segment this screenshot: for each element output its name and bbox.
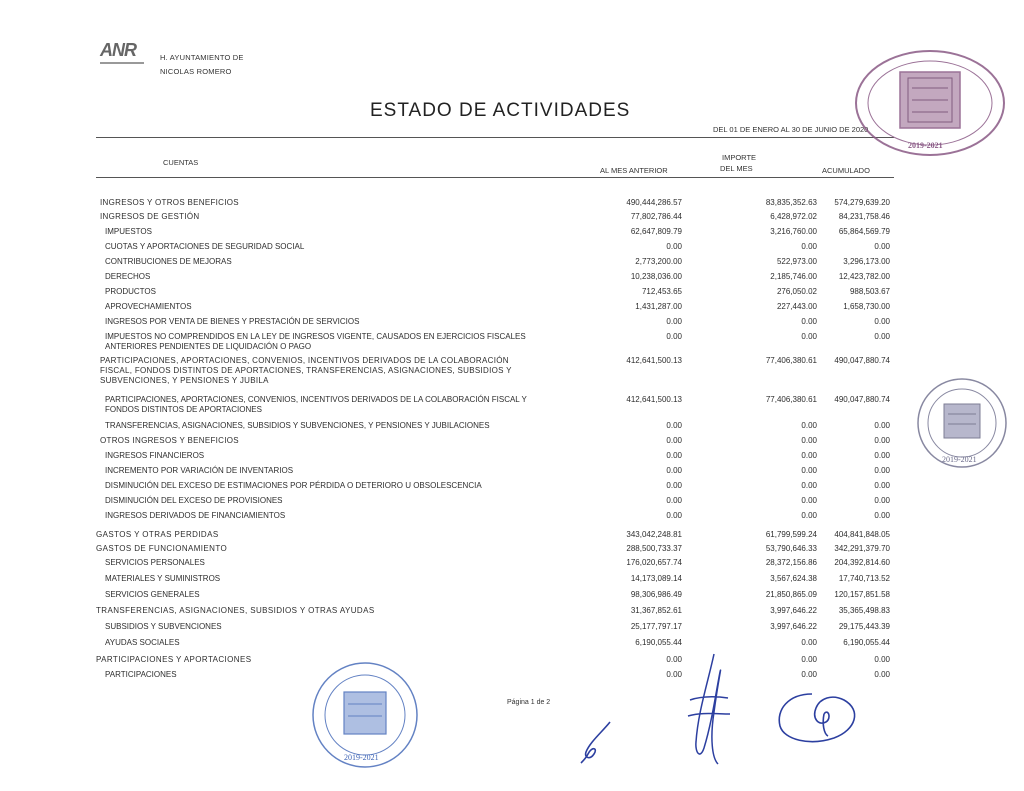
account-label: INGRESOS POR VENTA DE BIENES Y PRESTACIÓN DE SERVICIOS (105, 317, 360, 326)
accumulated-value: 3,296,173.00 (843, 257, 890, 266)
prior-month-value: 10,238,036.00 (630, 272, 682, 281)
month-value: 0.00 (801, 670, 817, 679)
account-label: CONTRIBUCIONES DE MEJORAS (105, 257, 232, 266)
accumulated-value: 0.00 (874, 496, 890, 505)
account-label: INCREMENTO POR VARIACIÓN DE INVENTARIOS (105, 466, 294, 475)
month-value: 53,790,646.33 (765, 544, 817, 553)
prior-month-value: 0.00 (666, 466, 682, 475)
prior-month-value: 0.00 (666, 496, 682, 505)
month-value: 0.00 (801, 496, 817, 505)
prior-month-value: 176,020,657.74 (626, 558, 682, 567)
month-value: 77,406,380.61 (765, 356, 817, 365)
accumulated-value: 0.00 (874, 242, 890, 251)
account-label: SUBSIDIOS Y SUBVENCIONES (105, 622, 222, 631)
secretaria-stamp-years: 2019-2021 (344, 753, 379, 762)
month-value: 0.00 (801, 655, 817, 664)
prior-month-value: 0.00 (666, 242, 682, 251)
month-value: 3,997,646.22 (770, 606, 817, 615)
presidencia-stamp (852, 48, 1012, 158)
prior-month-value: 25,177,797.17 (630, 622, 682, 631)
account-label: APROVECHAMIENTOS (105, 302, 192, 311)
month-value: 0.00 (801, 451, 817, 460)
accumulated-value: 0.00 (874, 481, 890, 490)
report-period: DEL 01 DE ENERO AL 30 DE JUNIO DE 2020 (713, 125, 869, 134)
account-label: PARTICIPACIONES, APORTACIONES, CONVENIOS, INCENTIVOS DERIVADOS DE LA COLABORACIÓN FISCAL, FONDOS DISTINTOS DE APORTACIONES, TRANSFERENCIAS, ASIGNACIONES, SUBSIDIOS Y SUBVENCIONES, Y PENSIONES Y JUBILA (100, 356, 512, 385)
accumulated-value: 988,503.67 (849, 287, 890, 296)
month-value: 3,216,760.00 (770, 227, 817, 236)
account-label: SERVICIOS GENERALES (105, 590, 200, 599)
col-head-cuentas: CUENTAS (163, 158, 199, 167)
account-label: TRANSFERENCIAS, ASIGNACIONES, SUBSIDIOS Y SUBVENCIONES, Y PENSIONES Y JUBILACIONES (105, 421, 490, 430)
page-title: ESTADO DE ACTIVIDADES (370, 100, 631, 121)
month-value: 276,050.02 (776, 287, 817, 296)
account-label: GASTOS DE FUNCIONAMIENTO (96, 544, 228, 553)
org-name-line1: H. AYUNTAMIENTO DE (160, 53, 244, 62)
prior-month-value: 62,647,809.79 (630, 227, 682, 236)
month-value: 21,850,865.09 (765, 590, 817, 599)
account-label: DERECHOS (105, 272, 151, 281)
accumulated-value: 1,658,730.00 (843, 302, 890, 311)
prior-month-value: 412,641,500.13 (626, 395, 682, 404)
account-label: MATERIALES Y SUMINISTROS (105, 574, 221, 583)
account-label: PRODUCTOS (105, 287, 156, 296)
account-label: CUOTAS Y APORTACIONES DE SEGURIDAD SOCIAL (105, 242, 305, 251)
secretaria-seal-icon (313, 663, 417, 767)
account-label: OTROS INGRESOS Y BENEFICIOS (100, 436, 239, 445)
prior-month-value: 343,042,248.81 (626, 530, 682, 539)
col-head-acumulado: ACUMULADO (822, 166, 870, 175)
col-head-anterior: AL MES ANTERIOR (600, 166, 668, 175)
accumulated-value: 12,423,782.00 (838, 272, 890, 281)
accumulated-value: 0.00 (874, 317, 890, 326)
accumulated-value: 35,365,498.83 (838, 606, 890, 615)
logo-text: ANR (100, 40, 136, 60)
account-label: SERVICIOS PERSONALES (105, 558, 205, 567)
month-value: 0.00 (801, 481, 817, 490)
prior-month-value: 6,190,055.44 (635, 638, 682, 647)
account-label: DISMINUCIÓN DEL EXCESO DE ESTIMACIONES POR PÉRDIDA O DETERIORO U OBSOLESCENCIA (105, 481, 482, 490)
prior-month-value: 0.00 (666, 511, 682, 520)
accumulated-value: 65,864,569.79 (838, 227, 890, 236)
month-value: 0.00 (801, 332, 817, 341)
prior-month-value: 1,431,287.00 (635, 302, 682, 311)
accumulated-value: 0.00 (874, 670, 890, 679)
month-value: 3,997,646.22 (770, 622, 817, 631)
col-head-mes: DEL MES (720, 164, 753, 173)
month-value: 3,567,624.38 (770, 574, 817, 583)
accumulated-value: 0.00 (874, 451, 890, 460)
col-head-importe: IMPORTE (722, 153, 757, 162)
secretaria-stamp (310, 660, 420, 770)
prior-month-value: 0.00 (666, 317, 682, 326)
header-rule-top (96, 137, 894, 138)
accumulated-value: 84,231,758.46 (838, 212, 890, 221)
account-label: PARTICIPACIONES (105, 670, 177, 679)
prior-month-value: 0.00 (666, 421, 682, 430)
prior-month-value: 490,444,286.57 (626, 198, 682, 207)
accumulated-value: 29,175,443.39 (838, 622, 890, 631)
accumulated-value: 204,392,814.60 (834, 558, 890, 567)
month-value: 77,406,380.61 (765, 395, 817, 404)
prior-month-value: 412,641,500.13 (626, 356, 682, 365)
account-label: TRANSFERENCIAS, ASIGNACIONES, SUBSIDIOS Y OTRAS AYUDAS (96, 606, 375, 615)
tesoreria-seal-icon (918, 379, 1006, 467)
org-name-line2: NICOLAS ROMERO (160, 67, 232, 76)
accumulated-value: 0.00 (874, 466, 890, 475)
month-value: 0.00 (801, 466, 817, 475)
signature-3-icon (770, 686, 866, 750)
accumulated-value: 0.00 (874, 332, 890, 341)
prior-month-value: 0.00 (666, 436, 682, 445)
month-value: 83,835,352.63 (765, 198, 817, 207)
accumulated-value: 574,279,639.20 (834, 198, 890, 207)
accumulated-value: 0.00 (874, 511, 890, 520)
accumulated-value: 0.00 (874, 421, 890, 430)
account-label: INGRESOS FINANCIEROS (105, 451, 205, 460)
month-value: 0.00 (801, 421, 817, 430)
account-label: PARTICIPACIONES, APORTACIONES, CONVENIOS, INCENTIVOS DERIVADOS DE LA COLABORACIÓN FISCAL Y FONDOS DISTINTOS DE APORTACIONES (105, 395, 527, 414)
accumulated-value: 120,157,851.58 (834, 590, 890, 599)
tesoreria-stamp (912, 378, 1012, 472)
account-label: GASTOS Y OTRAS PERDIDAS (96, 530, 219, 539)
month-value: 0.00 (801, 511, 817, 520)
header-rule-bottom (96, 177, 894, 178)
month-value: 61,799,599.24 (765, 530, 817, 539)
account-label: DISMINUCIÓN DEL EXCESO DE PROVISIONES (105, 496, 283, 505)
account-label: INGRESOS DERIVADOS DE FINANCIAMIENTOS (105, 511, 286, 520)
month-value: 522,973.00 (776, 257, 817, 266)
prior-month-value: 288,500,733.37 (626, 544, 682, 553)
account-label: INGRESOS Y OTROS BENEFICIOS (100, 198, 239, 207)
prior-month-value: 14,173,089.14 (630, 574, 682, 583)
accumulated-value: 0.00 (874, 436, 890, 445)
tesoreria-stamp-years: 2019-2021 (942, 455, 977, 464)
month-value: 0.00 (801, 242, 817, 251)
page-number: Página 1 de 2 (507, 699, 551, 706)
accumulated-value: 17,740,713.52 (838, 574, 890, 583)
account-label: AYUDAS SOCIALES (105, 638, 180, 647)
prior-month-value: 712,453.65 (641, 287, 682, 296)
accumulated-value: 342,291,379.70 (834, 544, 890, 553)
prior-month-value: 77,802,786.44 (630, 212, 682, 221)
account-label: IMPUESTOS NO COMPRENDIDOS EN LA LEY DE INGRESOS VIGENTE, CAUSADOS EN EJERCICIOS FISCALES ANTERIORES PENDIENTES DE LIQUIDACIÓN O PAGO (105, 332, 526, 351)
accumulated-value: 490,047,880.74 (834, 395, 890, 404)
month-value: 0.00 (801, 317, 817, 326)
prior-month-value: 0.00 (666, 451, 682, 460)
signature-2-icon (684, 652, 734, 770)
signature-1-icon (580, 718, 616, 764)
prior-month-value: 0.00 (666, 332, 682, 341)
anr-logo (100, 40, 150, 70)
month-value: 0.00 (801, 436, 817, 445)
month-value: 0.00 (801, 638, 817, 647)
prior-month-value: 2,773,200.00 (635, 257, 682, 266)
prior-month-value: 98,306,986.49 (630, 590, 682, 599)
presidencia-stamp-years: 2019-2021 (908, 141, 943, 150)
accumulated-value: 490,047,880.74 (834, 356, 890, 365)
prior-month-value: 0.00 (666, 670, 682, 679)
month-value: 2,185,746.00 (770, 272, 817, 281)
prior-month-value: 0.00 (666, 481, 682, 490)
account-label: PARTICIPACIONES Y APORTACIONES (96, 655, 252, 664)
accumulated-value: 0.00 (874, 655, 890, 664)
prior-month-value: 31,367,852.61 (630, 606, 682, 615)
logo-underline (100, 62, 144, 64)
account-label: IMPUESTOS (105, 227, 152, 236)
month-value: 28,372,156.86 (765, 558, 817, 567)
prior-month-value: 0.00 (666, 655, 682, 664)
month-value: 6,428,972.02 (770, 212, 817, 221)
account-label: INGRESOS DE GESTIÓN (100, 212, 200, 221)
month-value: 227,443.00 (776, 302, 817, 311)
presidencia-seal-icon (856, 51, 1004, 155)
accumulated-value: 6,190,055.44 (843, 638, 890, 647)
accumulated-value: 404,841,848.05 (834, 530, 890, 539)
